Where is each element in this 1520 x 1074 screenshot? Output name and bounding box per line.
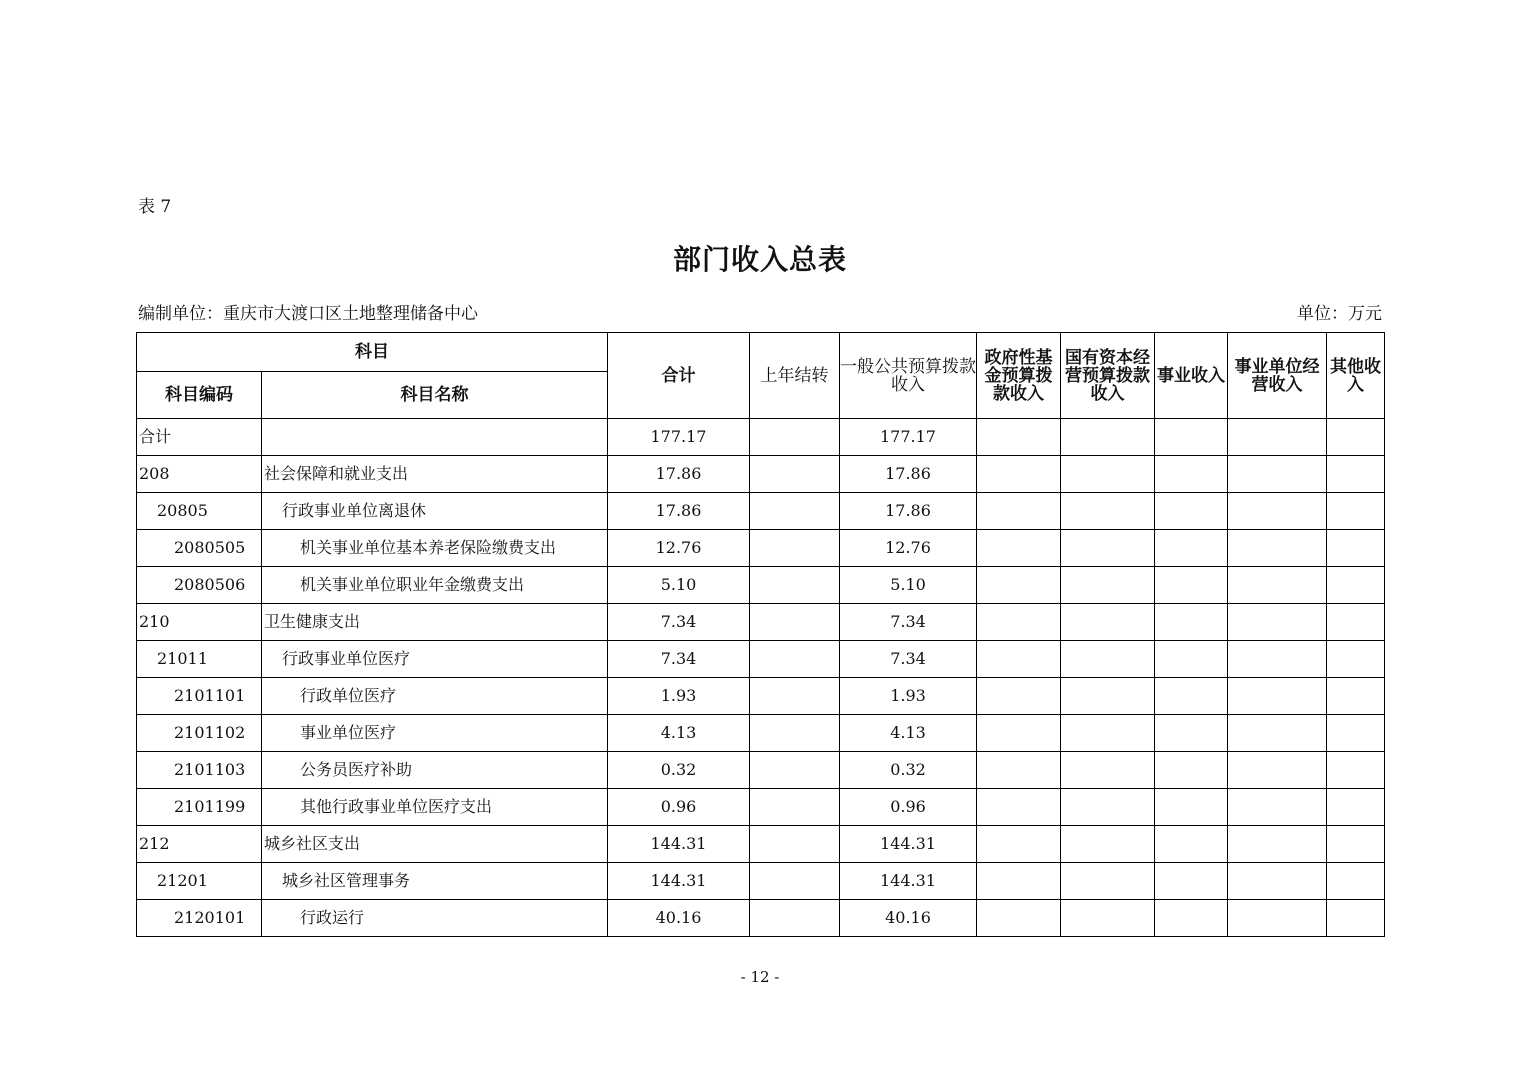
subject-code: 2080505 <box>137 530 262 567</box>
total-value: 144.31 <box>608 826 750 863</box>
empty-cell <box>1155 678 1228 715</box>
income-table <box>136 332 1385 937</box>
general-value: 7.34 <box>840 604 977 641</box>
empty-cell <box>1061 715 1155 752</box>
carryover-value <box>750 752 840 789</box>
subject-name: 城乡社区支出 <box>262 826 608 863</box>
empty-cell <box>1228 826 1327 863</box>
empty-cell <box>1155 493 1228 530</box>
page-title: 部门收入总表 <box>672 243 847 276</box>
empty-cell <box>1155 567 1228 604</box>
empty-cell <box>977 900 1061 937</box>
total-value: 144.31 <box>608 863 750 900</box>
subject-code: 合计 <box>137 419 262 456</box>
total-value: 17.86 <box>608 456 750 493</box>
empty-cell <box>1228 715 1327 752</box>
empty-cell <box>1327 419 1385 456</box>
general-value: 177.17 <box>840 419 977 456</box>
subject-code: 2120101 <box>137 900 262 937</box>
empty-cell <box>977 567 1061 604</box>
subject-name: 公务员医疗补助 <box>262 752 608 789</box>
total-value: 0.32 <box>608 752 750 789</box>
subject-name: 其他行政事业单位医疗支出 <box>262 789 608 826</box>
empty-cell <box>977 752 1061 789</box>
empty-cell <box>977 789 1061 826</box>
header-operating-income: 事业单位经营收入 <box>1228 333 1327 419</box>
empty-cell <box>1155 863 1228 900</box>
subject-code: 2080506 <box>137 567 262 604</box>
carryover-value <box>750 456 840 493</box>
header-carryover: 上年结转 <box>750 333 840 419</box>
empty-cell <box>1327 641 1385 678</box>
empty-cell <box>977 863 1061 900</box>
general-value: 7.34 <box>840 641 977 678</box>
table-row <box>137 456 1385 493</box>
subject-name: 事业单位医疗 <box>262 715 608 752</box>
total-value: 0.96 <box>608 789 750 826</box>
carryover-value <box>750 567 840 604</box>
general-value: 144.31 <box>840 826 977 863</box>
empty-cell <box>1327 678 1385 715</box>
currency-unit: 单位：万元 <box>1297 304 1382 324</box>
empty-cell <box>1327 752 1385 789</box>
general-value: 5.10 <box>840 567 977 604</box>
general-value: 0.96 <box>840 789 977 826</box>
total-value: 12.76 <box>608 530 750 567</box>
empty-cell <box>977 678 1061 715</box>
carryover-value <box>750 493 840 530</box>
carryover-value <box>750 863 840 900</box>
header-subject-name: 科目名称 <box>262 372 608 419</box>
carryover-value <box>750 900 840 937</box>
subject-name: 行政单位医疗 <box>262 678 608 715</box>
subject-name: 社会保障和就业支出 <box>262 456 608 493</box>
header-subject-group: 科目 <box>137 333 608 372</box>
header-state-capital: 国有资本经营预算拨款收入 <box>1061 333 1155 419</box>
empty-cell <box>1327 826 1385 863</box>
table-row <box>137 567 1385 604</box>
empty-cell <box>1155 641 1228 678</box>
empty-cell <box>1228 567 1327 604</box>
empty-cell <box>1061 456 1155 493</box>
empty-cell <box>1228 789 1327 826</box>
empty-cell <box>1228 752 1327 789</box>
empty-cell <box>1155 715 1228 752</box>
empty-cell <box>1327 789 1385 826</box>
empty-cell <box>977 456 1061 493</box>
empty-cell <box>1228 456 1327 493</box>
empty-cell <box>977 826 1061 863</box>
total-value: 7.34 <box>608 641 750 678</box>
empty-cell <box>977 641 1061 678</box>
empty-cell <box>1155 530 1228 567</box>
subject-name: 机关事业单位基本养老保险缴费支出 <box>262 530 608 567</box>
empty-cell <box>1155 752 1228 789</box>
carryover-value <box>750 826 840 863</box>
empty-cell <box>1327 456 1385 493</box>
empty-cell <box>1327 604 1385 641</box>
empty-cell <box>1228 641 1327 678</box>
header-fund-budget: 政府性基金预算拨款收入 <box>977 333 1061 419</box>
total-value: 177.17 <box>608 419 750 456</box>
carryover-value <box>750 419 840 456</box>
table-row <box>137 604 1385 641</box>
empty-cell <box>977 530 1061 567</box>
empty-cell <box>1061 604 1155 641</box>
empty-cell <box>1327 530 1385 567</box>
total-value: 5.10 <box>608 567 750 604</box>
subject-name: 行政事业单位离退休 <box>262 493 608 530</box>
empty-cell <box>1061 567 1155 604</box>
table-row <box>137 530 1385 567</box>
empty-cell <box>977 493 1061 530</box>
empty-cell <box>1155 826 1228 863</box>
total-value: 40.16 <box>608 900 750 937</box>
empty-cell <box>1061 826 1155 863</box>
carryover-value <box>750 678 840 715</box>
general-value: 40.16 <box>840 900 977 937</box>
empty-cell <box>1228 493 1327 530</box>
table-row <box>137 789 1385 826</box>
empty-cell <box>1228 604 1327 641</box>
empty-cell <box>977 604 1061 641</box>
total-value: 1.93 <box>608 678 750 715</box>
empty-cell <box>1327 900 1385 937</box>
empty-cell <box>1155 900 1228 937</box>
subject-code: 210 <box>137 604 262 641</box>
compiling-unit: 编制单位：重庆市大渡口区土地整理储备中心 <box>138 304 478 324</box>
subject-code: 21011 <box>137 641 262 678</box>
page-number: - 12 - <box>740 968 780 986</box>
general-value: 17.86 <box>840 493 977 530</box>
empty-cell <box>1061 789 1155 826</box>
empty-cell <box>1228 419 1327 456</box>
empty-cell <box>1155 789 1228 826</box>
carryover-value <box>750 789 840 826</box>
table-row <box>137 419 1385 456</box>
carryover-value <box>750 641 840 678</box>
subject-code: 2101199 <box>137 789 262 826</box>
general-value: 0.32 <box>840 752 977 789</box>
table-row <box>137 641 1385 678</box>
general-value: 17.86 <box>840 456 977 493</box>
carryover-value <box>750 530 840 567</box>
empty-cell <box>1061 493 1155 530</box>
empty-cell <box>1155 419 1228 456</box>
table-row <box>137 863 1385 900</box>
subject-name: 机关事业单位职业年金缴费支出 <box>262 567 608 604</box>
header-other-income: 其他收入 <box>1327 333 1385 419</box>
empty-cell <box>1061 678 1155 715</box>
subject-code: 21201 <box>137 863 262 900</box>
table-number: 表 7 <box>138 197 172 217</box>
empty-cell <box>977 419 1061 456</box>
total-value: 7.34 <box>608 604 750 641</box>
empty-cell <box>1327 863 1385 900</box>
empty-cell <box>977 715 1061 752</box>
general-value: 12.76 <box>840 530 977 567</box>
table-row <box>137 493 1385 530</box>
empty-cell <box>1327 493 1385 530</box>
total-value: 17.86 <box>608 493 750 530</box>
empty-cell <box>1061 900 1155 937</box>
subject-name: 卫生健康支出 <box>262 604 608 641</box>
empty-cell <box>1155 456 1228 493</box>
empty-cell <box>1061 530 1155 567</box>
subject-name <box>262 419 608 456</box>
subject-code: 2101102 <box>137 715 262 752</box>
empty-cell <box>1061 641 1155 678</box>
empty-cell <box>1228 530 1327 567</box>
subject-code: 212 <box>137 826 262 863</box>
general-value: 1.93 <box>840 678 977 715</box>
subject-name: 行政运行 <box>262 900 608 937</box>
table-row <box>137 752 1385 789</box>
table-row <box>137 826 1385 863</box>
subject-code: 2101103 <box>137 752 262 789</box>
header-career-income: 事业收入 <box>1155 333 1228 419</box>
empty-cell <box>1327 715 1385 752</box>
empty-cell <box>1061 752 1155 789</box>
header-total: 合计 <box>608 333 750 419</box>
empty-cell <box>1155 604 1228 641</box>
table-row <box>137 900 1385 937</box>
empty-cell <box>1061 863 1155 900</box>
empty-cell <box>1228 863 1327 900</box>
general-value: 4.13 <box>840 715 977 752</box>
table-row <box>137 715 1385 752</box>
header-general-budget: 一般公共预算拨款收入 <box>840 333 977 419</box>
carryover-value <box>750 715 840 752</box>
empty-cell <box>1228 678 1327 715</box>
empty-cell <box>1061 419 1155 456</box>
subject-name: 行政事业单位医疗 <box>262 641 608 678</box>
carryover-value <box>750 604 840 641</box>
total-value: 4.13 <box>608 715 750 752</box>
subject-code: 208 <box>137 456 262 493</box>
empty-cell <box>1228 900 1327 937</box>
empty-cell <box>1327 567 1385 604</box>
subject-name: 城乡社区管理事务 <box>262 863 608 900</box>
subject-code: 20805 <box>137 493 262 530</box>
general-value: 144.31 <box>840 863 977 900</box>
table-row <box>137 678 1385 715</box>
subject-code: 2101101 <box>137 678 262 715</box>
header-subject-code: 科目编码 <box>137 372 262 419</box>
